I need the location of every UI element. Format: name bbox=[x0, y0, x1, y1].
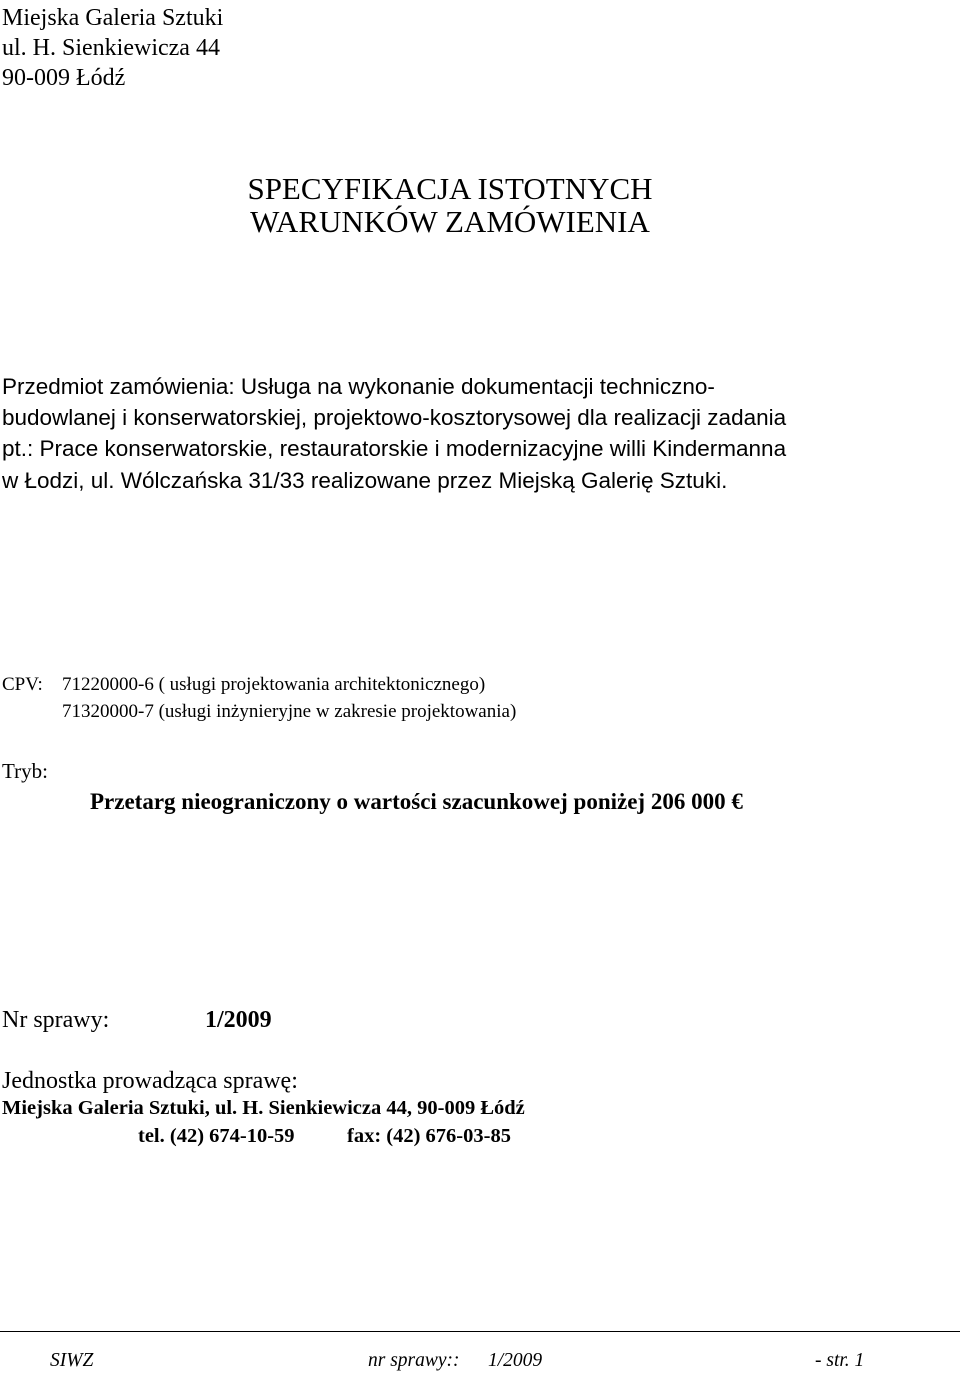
unit-fax: fax: (42) 676-03-85 bbox=[347, 1125, 511, 1147]
footer-rule bbox=[0, 1331, 960, 1332]
header-city: 90-009 Łódź bbox=[2, 65, 126, 91]
doc-title-line1: SPECYFIKACJA ISTOTNYCH bbox=[247, 171, 653, 206]
subject-line4: w Łodzi, ul. Wólczańska 31/33 realizowane przez Miejską Galerię Sztuki. bbox=[2, 468, 728, 493]
footer-doc: SIWZ bbox=[50, 1350, 94, 1371]
footer-case-number: 1/2009 bbox=[488, 1350, 543, 1371]
procedure-value: Przetarg nieograniczony o wartości szacunkowej poniżej 206 000 € bbox=[90, 789, 743, 814]
case-number: 1/2009 bbox=[205, 1007, 272, 1033]
header-institution: Miejska Galeria Sztuki bbox=[2, 5, 224, 31]
subject-line1: Przedmiot zamówienia: Usługa na wykonanie dokumentacji techniczno- bbox=[2, 374, 715, 399]
subject-line3: pt.: Prace konserwatorskie, restauratorskie i modernizacyjne willi Kindermanna bbox=[2, 436, 787, 461]
unit-label: Jednostka prowadząca sprawę: bbox=[2, 1068, 298, 1094]
unit-address: Miejska Galeria Sztuki, ul. H. Sienkiewicza 44, 90-009 Łódź bbox=[2, 1097, 525, 1119]
unit-tel: tel. (42) 674-10-59 bbox=[138, 1125, 295, 1147]
footer-case-label: nr sprawy:: bbox=[368, 1350, 460, 1371]
case-label: Nr sprawy: bbox=[2, 1007, 110, 1033]
header-street: ul. H. Sienkiewicza 44 bbox=[2, 35, 220, 61]
subject-line2: budowlanej i konserwatorskiej, projektowo-kosztorysowej dla realizacji zadania bbox=[2, 405, 787, 430]
procedure-label: Tryb: bbox=[2, 759, 48, 783]
cpv-code-1: 71220000-6 ( usługi projektowania architektonicznego) bbox=[62, 674, 486, 695]
footer-page: - str. 1 bbox=[815, 1350, 865, 1371]
cpv-code-2: 71320000-7 (usługi inżynieryjne w zakresie projektowania) bbox=[62, 701, 517, 722]
doc-title-line2: WARUNKÓW ZAMÓWIENIA bbox=[250, 204, 650, 239]
cpv-label: CPV: bbox=[2, 674, 43, 695]
